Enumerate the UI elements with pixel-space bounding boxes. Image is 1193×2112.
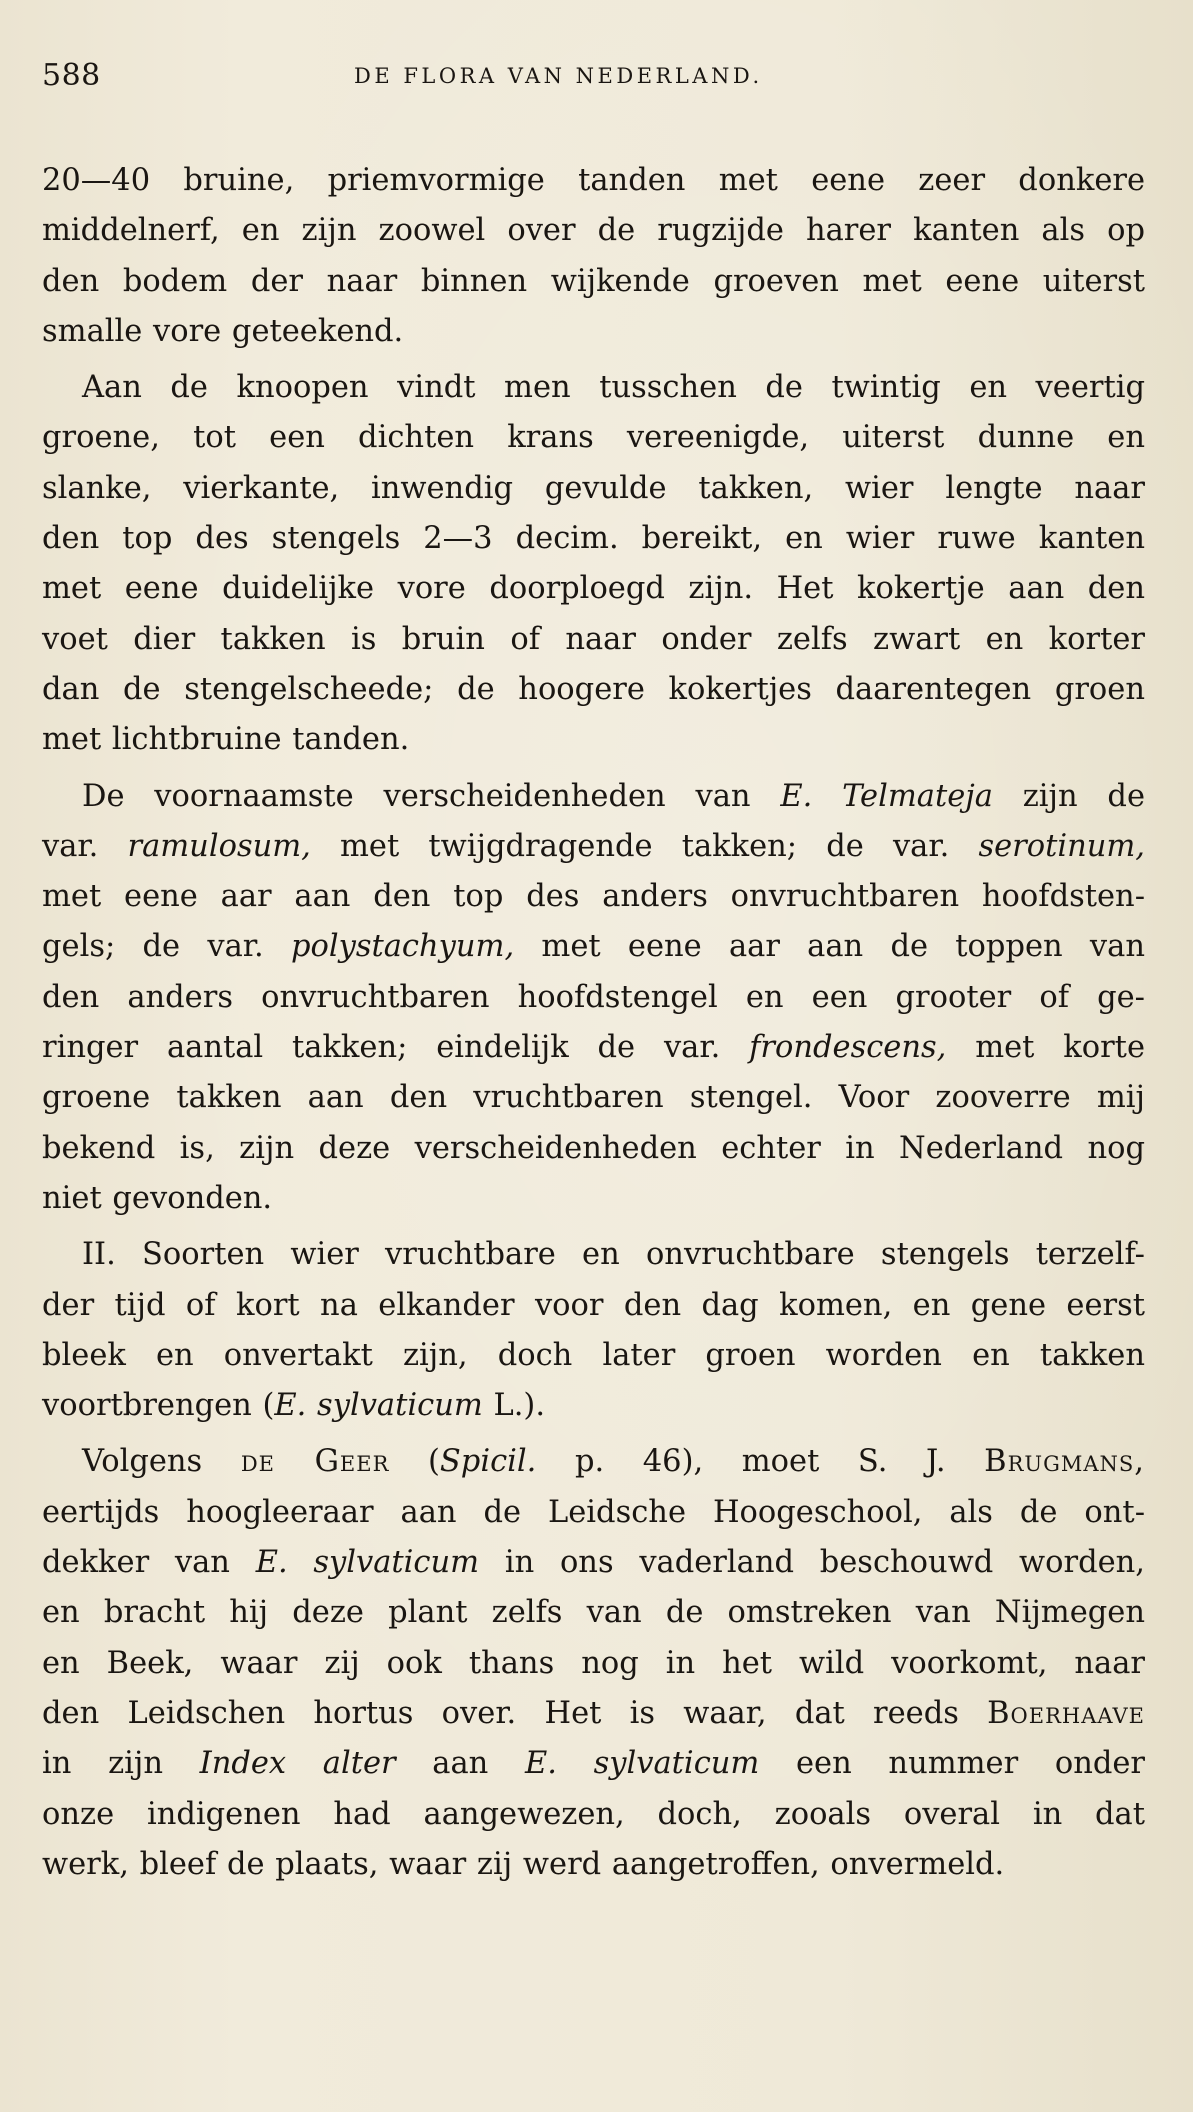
text-span: ( bbox=[389, 1444, 440, 1480]
text-span: groene takken aan den vruchtbaren stengel. Voor zooverre mij bbox=[42, 1080, 1145, 1116]
text-line bbox=[42, 1381, 1145, 1431]
text-line bbox=[42, 665, 1145, 715]
text-line bbox=[42, 363, 1145, 413]
italic-span: serotinum, bbox=[978, 828, 1145, 864]
text-line bbox=[42, 1124, 1145, 1174]
italic-span: E. sylvaticum bbox=[525, 1746, 760, 1782]
italic-span: Index alter bbox=[199, 1746, 396, 1782]
text-span: bleek en onvertakt zijn, doch later groen worden en takken bbox=[42, 1337, 1145, 1373]
text-span: dekker van bbox=[42, 1545, 256, 1581]
small-caps-span: Boerhaave bbox=[987, 1695, 1145, 1731]
text-span: den top des stengels 2—3 decim. bereikt, en wier ruwe kanten bbox=[42, 521, 1145, 557]
text-span: groene, tot een dichten krans vereenigde, uiterst dunne en bbox=[42, 420, 1145, 456]
text-span: met korte bbox=[946, 1030, 1145, 1066]
text-line bbox=[42, 1689, 1145, 1739]
small-caps-span: Brugmans, bbox=[984, 1444, 1145, 1480]
text-span: aan bbox=[395, 1746, 525, 1782]
text-line bbox=[42, 1174, 1145, 1224]
body-text bbox=[42, 156, 1145, 1890]
text-span: eertijds hoogleeraar aan de Leidsche Hoogeschool, als de ont- bbox=[42, 1494, 1145, 1530]
paragraph bbox=[42, 156, 1145, 357]
text-span: en Beek, waar zij ook thans nog in het wild voorkomt, naar bbox=[42, 1645, 1145, 1681]
text-line bbox=[42, 156, 1145, 206]
text-span: in ons vaderland beschouwd worden, bbox=[479, 1545, 1145, 1581]
text-span: met eene aar aan den top des anders onvruchtbaren hoofdsten- bbox=[42, 879, 1145, 915]
text-line bbox=[42, 1538, 1145, 1588]
text-line bbox=[42, 1331, 1145, 1381]
text-span: II. Soorten wier vruchtbare en onvruchtbare stengels terzelf- bbox=[82, 1237, 1145, 1273]
text-line bbox=[42, 1023, 1145, 1073]
text-span: met twijgdragende takken; de var. bbox=[310, 828, 979, 864]
text-line bbox=[42, 1230, 1145, 1280]
text-line bbox=[42, 1840, 1145, 1890]
text-line bbox=[42, 1073, 1145, 1123]
text-span: De voornaamste verscheidenheden van bbox=[82, 778, 781, 814]
running-head: DE FLORA VAN NEDERLAND. bbox=[354, 64, 763, 88]
text-line bbox=[42, 413, 1145, 463]
text-span: voortbrengen ( bbox=[42, 1388, 275, 1424]
text-span: smalle vore geteekend. bbox=[42, 313, 404, 349]
text-span: onze indigenen had aangewezen, doch, zooals overal in dat bbox=[42, 1796, 1145, 1832]
text-line bbox=[42, 514, 1145, 564]
text-span: zijn de bbox=[992, 778, 1145, 814]
text-line bbox=[42, 715, 1145, 765]
text-span: voet dier takken is bruin of naar onder zelfs zwart en korter bbox=[42, 621, 1145, 657]
text-span: den anders onvruchtbaren hoofdstengel en een grooter of ge- bbox=[42, 979, 1145, 1015]
text-span: den bodem der naar binnen wijkende groeven met eene uiterst bbox=[42, 263, 1145, 299]
italic-span: E. Telmateja bbox=[780, 778, 993, 814]
page-header bbox=[42, 58, 1145, 98]
text-span: gels; de var. bbox=[42, 929, 291, 965]
italic-span: polystachyum, bbox=[290, 929, 515, 965]
text-span: 20—40 bruine, priemvormige tanden met eene zeer donkere bbox=[42, 163, 1145, 198]
italic-span: E. sylvaticum bbox=[274, 1388, 483, 1424]
text-span: werk, bleef de plaats, waar zij werd aangetroffen, onvermeld. bbox=[42, 1846, 1005, 1882]
text-span: ringer aantal takken; eindelijk de var. bbox=[42, 1030, 750, 1066]
text-line bbox=[42, 206, 1145, 256]
text-line bbox=[42, 257, 1145, 307]
text-span: en bracht hij deze plant zelfs van de omstreken van Nijmegen bbox=[42, 1595, 1145, 1631]
text-span: met eene aar aan de toppen van bbox=[514, 929, 1145, 965]
text-line bbox=[42, 1281, 1145, 1331]
text-line bbox=[42, 1488, 1145, 1538]
text-span: der tijd of kort na elkander voor den dag komen, en gene eerst bbox=[42, 1287, 1145, 1323]
text-line bbox=[42, 564, 1145, 614]
text-line bbox=[42, 1588, 1145, 1638]
text-span: den Leidschen hortus over. Het is waar, dat reeds bbox=[42, 1695, 988, 1731]
text-span: Volgens bbox=[82, 1444, 241, 1480]
text-line bbox=[42, 1739, 1145, 1789]
text-line bbox=[42, 1437, 1145, 1487]
text-line bbox=[42, 1790, 1145, 1840]
text-line bbox=[42, 822, 1145, 872]
text-span: p. 46), moet S. J. bbox=[536, 1444, 985, 1480]
text-span: middelnerf, en zijn zoowel over de rugzijde harer kanten als op bbox=[42, 213, 1145, 249]
text-span: bekend is, zijn deze verscheidenheden echter in Nederland nog bbox=[42, 1130, 1145, 1166]
text-span: een nummer onder bbox=[759, 1746, 1146, 1782]
text-span: met lichtbruine tanden. bbox=[42, 722, 410, 758]
text-span: var. bbox=[42, 828, 128, 864]
text-line bbox=[42, 922, 1145, 972]
text-span: in zijn bbox=[42, 1746, 200, 1782]
italic-span: Spicil. bbox=[439, 1444, 537, 1480]
text-line bbox=[42, 615, 1145, 665]
small-caps-span: de Geer bbox=[240, 1444, 390, 1480]
paragraph bbox=[42, 772, 1145, 1225]
text-line bbox=[42, 872, 1145, 922]
text-span: met eene duidelijke vore doorploegd zijn. Het kokertje aan den bbox=[42, 571, 1145, 607]
text-line bbox=[42, 307, 1145, 357]
italic-span: ramulosum, bbox=[127, 828, 311, 864]
text-line bbox=[42, 1639, 1145, 1689]
text-line bbox=[42, 973, 1145, 1023]
italic-span: E. sylvaticum bbox=[255, 1545, 480, 1581]
paragraph bbox=[42, 1437, 1145, 1890]
text-span: L.). bbox=[482, 1388, 546, 1424]
text-line bbox=[42, 464, 1145, 514]
page-number: 588 bbox=[42, 58, 101, 93]
paragraph bbox=[42, 1230, 1145, 1431]
text-line bbox=[42, 772, 1145, 822]
text-span: dan de stengelscheede; de hoogere kokertjes daarentegen groen bbox=[42, 671, 1145, 707]
text-span: slanke, vierkante, inwendig gevulde takken, wier lengte naar bbox=[42, 470, 1145, 506]
text-span: Aan de knoopen vindt men tusschen de twintig en veertig bbox=[82, 370, 1145, 406]
italic-span: frondescens, bbox=[749, 1030, 947, 1066]
paragraph bbox=[42, 363, 1145, 765]
text-span: niet gevonden. bbox=[42, 1180, 273, 1216]
